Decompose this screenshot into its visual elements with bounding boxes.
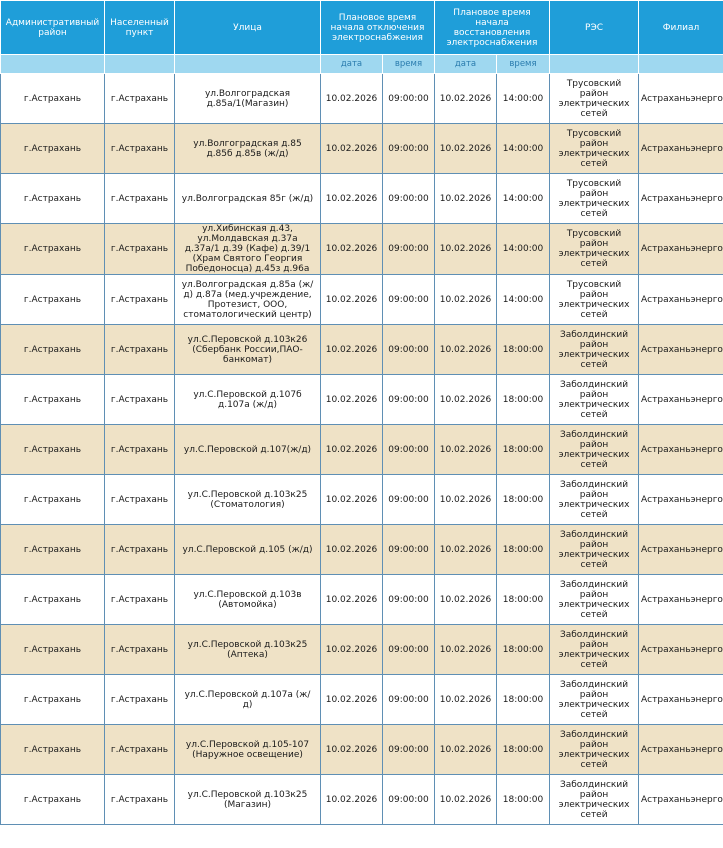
cell-res: Заболдинский район электрических сетей (550, 775, 639, 825)
col-header-res: РЭС (550, 1, 639, 55)
cell-branch: Астраханьэнерго (639, 725, 723, 775)
table-row (1, 575, 723, 625)
cell-res: Заболдинский район электрических сетей (550, 425, 639, 475)
cell-on-date: 10.02.2026 (435, 525, 497, 575)
cell-off-date: 10.02.2026 (321, 775, 383, 825)
cell-town: г.Астрахань (105, 625, 175, 675)
col-header-off-time: Плановое время начала отключения электроснабжения (321, 1, 435, 55)
cell-res: Заболдинский район электрических сетей (550, 375, 639, 425)
cell-street: ул.Волгоградская 85г (ж/д) (175, 174, 321, 224)
cell-res: Заболдинский район электрических сетей (550, 625, 639, 675)
cell-area: г.Астрахань (1, 325, 105, 375)
table-row (1, 725, 723, 775)
cell-off-time: 09:00:00 (383, 425, 435, 475)
cell-on-time: 14:00:00 (497, 124, 550, 174)
cell-area: г.Астрахань (1, 425, 105, 475)
cell-off-time: 09:00:00 (383, 725, 435, 775)
cell-branch: Астраханьэнерго (639, 375, 723, 425)
cell-area: г.Астрахань (1, 575, 105, 625)
cell-town: г.Астрахань (105, 575, 175, 625)
cell-branch: Астраханьэнерго (639, 124, 723, 174)
cell-town: г.Астрахань (105, 725, 175, 775)
cell-street: ул.С.Перовской д.103в (Автомойка) (175, 575, 321, 625)
table-row (1, 325, 723, 375)
cell-town: г.Астрахань (105, 174, 175, 224)
table-row (1, 275, 723, 325)
cell-on-time: 14:00:00 (497, 224, 550, 275)
cell-on-date: 10.02.2026 (435, 425, 497, 475)
table-row (1, 675, 723, 725)
cell-area: г.Астрахань (1, 275, 105, 325)
cell-on-time: 14:00:00 (497, 275, 550, 325)
table-row (1, 475, 723, 525)
cell-area: г.Астрахань (1, 625, 105, 675)
cell-area: г.Астрахань (1, 74, 105, 124)
cell-area: г.Астрахань (1, 224, 105, 275)
cell-branch: Астраханьэнерго (639, 275, 723, 325)
cell-town: г.Астрахань (105, 325, 175, 375)
subheader-row (1, 55, 723, 74)
cell-street: ул.С.Перовской д.103к26 (Сбербанк России,ПАО-банкомат) (175, 325, 321, 375)
cell-on-date: 10.02.2026 (435, 325, 497, 375)
col-header-admin-area: Административный район (1, 1, 105, 55)
cell-on-date: 10.02.2026 (435, 725, 497, 775)
cell-res: Заболдинский район электрических сетей (550, 575, 639, 625)
cell-off-date: 10.02.2026 (321, 275, 383, 325)
cell-res: Трусовский район электрических сетей (550, 74, 639, 124)
cell-branch: Астраханьэнерго (639, 425, 723, 475)
cell-off-date: 10.02.2026 (321, 675, 383, 725)
cell-area: г.Астрахань (1, 725, 105, 775)
cell-street: ул.Хибинская д.43, ул.Молдавская д.37а д.37а/1 д.39 (Кафе) д.39/1 (Храм Святого Георгия Победоносца) д.45з д.96а (175, 224, 321, 275)
col-header-branch: Филиал (639, 1, 723, 55)
table-row (1, 775, 723, 825)
cell-area: г.Астрахань (1, 525, 105, 575)
cell-off-date: 10.02.2026 (321, 375, 383, 425)
cell-branch: Астраханьэнерго (639, 224, 723, 275)
cell-on-time: 18:00:00 (497, 775, 550, 825)
cell-branch: Астраханьэнерго (639, 525, 723, 575)
cell-off-time: 09:00:00 (383, 375, 435, 425)
cell-off-date: 10.02.2026 (321, 124, 383, 174)
cell-off-time: 09:00:00 (383, 174, 435, 224)
cell-off-date: 10.02.2026 (321, 525, 383, 575)
cell-branch: Астраханьэнерго (639, 325, 723, 375)
cell-off-date: 10.02.2026 (321, 224, 383, 275)
cell-on-date: 10.02.2026 (435, 124, 497, 174)
cell-street: ул.Волгоградская д.85а/1(Магазин) (175, 74, 321, 124)
cell-off-time: 09:00:00 (383, 525, 435, 575)
table-row (1, 625, 723, 675)
cell-street: ул.С.Перовской д.107б д.107а (ж/д) (175, 375, 321, 425)
cell-street: ул.С.Перовской д.107а (ж/д) (175, 675, 321, 725)
cell-res: Трусовский район электрических сетей (550, 275, 639, 325)
cell-town: г.Астрахань (105, 124, 175, 174)
cell-street: ул.Волгоградская д.85а (ж/д) д.87а (мед.учреждение, Протезист, ООО, стоматологический центр) (175, 275, 321, 325)
cell-off-date: 10.02.2026 (321, 74, 383, 124)
cell-area: г.Астрахань (1, 174, 105, 224)
cell-res: Трусовский район электрических сетей (550, 124, 639, 174)
cell-on-time: 14:00:00 (497, 174, 550, 224)
cell-on-date: 10.02.2026 (435, 575, 497, 625)
cell-town: г.Астрахань (105, 375, 175, 425)
subheader-off-date: дата (321, 55, 383, 74)
cell-on-date: 10.02.2026 (435, 375, 497, 425)
cell-area: г.Астрахань (1, 124, 105, 174)
col-header-settlement: Населенный пункт (105, 1, 175, 55)
cell-on-date: 10.02.2026 (435, 475, 497, 525)
cell-off-date: 10.02.2026 (321, 475, 383, 525)
cell-off-date: 10.02.2026 (321, 575, 383, 625)
cell-off-time: 09:00:00 (383, 675, 435, 725)
subheader-empty (639, 55, 723, 74)
cell-off-time: 09:00:00 (383, 625, 435, 675)
cell-res: Трусовский район электрических сетей (550, 174, 639, 224)
cell-off-time: 09:00:00 (383, 74, 435, 124)
cell-town: г.Астрахань (105, 275, 175, 325)
cell-town: г.Астрахань (105, 74, 175, 124)
cell-on-time: 18:00:00 (497, 725, 550, 775)
cell-town: г.Астрахань (105, 525, 175, 575)
cell-area: г.Астрахань (1, 775, 105, 825)
cell-area: г.Астрахань (1, 375, 105, 425)
cell-res: Трусовский район электрических сетей (550, 224, 639, 275)
table-row (1, 74, 723, 124)
cell-on-date: 10.02.2026 (435, 675, 497, 725)
cell-off-time: 09:00:00 (383, 275, 435, 325)
cell-on-time: 18:00:00 (497, 525, 550, 575)
cell-street: ул.С.Перовской д.103к25 (Аптека) (175, 625, 321, 675)
cell-off-date: 10.02.2026 (321, 325, 383, 375)
cell-branch: Астраханьэнерго (639, 625, 723, 675)
cell-on-date: 10.02.2026 (435, 625, 497, 675)
cell-town: г.Астрахань (105, 224, 175, 275)
header-row (1, 1, 723, 55)
cell-on-date: 10.02.2026 (435, 74, 497, 124)
cell-off-time: 09:00:00 (383, 575, 435, 625)
cell-off-time: 09:00:00 (383, 124, 435, 174)
cell-on-time: 14:00:00 (497, 74, 550, 124)
subheader-off-time: время (383, 55, 435, 74)
table-row (1, 174, 723, 224)
cell-res: Заболдинский район электрических сетей (550, 675, 639, 725)
cell-off-time: 09:00:00 (383, 325, 435, 375)
subheader-empty (550, 55, 639, 74)
table-row (1, 425, 723, 475)
table-row (1, 124, 723, 174)
cell-on-date: 10.02.2026 (435, 775, 497, 825)
cell-on-time: 18:00:00 (497, 375, 550, 425)
subheader-empty (105, 55, 175, 74)
cell-on-time: 18:00:00 (497, 425, 550, 475)
cell-branch: Астраханьэнерго (639, 675, 723, 725)
cell-branch: Астраханьэнерго (639, 174, 723, 224)
cell-street: ул.Волгоградская д.85 д.85б д.85в (ж/д) (175, 124, 321, 174)
cell-off-time: 09:00:00 (383, 475, 435, 525)
cell-on-time: 18:00:00 (497, 325, 550, 375)
cell-on-date: 10.02.2026 (435, 224, 497, 275)
cell-on-date: 10.02.2026 (435, 174, 497, 224)
cell-off-time: 09:00:00 (383, 775, 435, 825)
cell-on-time: 18:00:00 (497, 575, 550, 625)
cell-res: Заболдинский район электрических сетей (550, 525, 639, 575)
table-row (1, 375, 723, 425)
cell-on-time: 18:00:00 (497, 475, 550, 525)
cell-res: Заболдинский район электрических сетей (550, 475, 639, 525)
subheader-empty (1, 55, 105, 74)
table-row (1, 525, 723, 575)
cell-street: ул.С.Перовской д.105 (ж/д) (175, 525, 321, 575)
cell-off-date: 10.02.2026 (321, 425, 383, 475)
cell-area: г.Астрахань (1, 675, 105, 725)
cell-off-date: 10.02.2026 (321, 625, 383, 675)
cell-branch: Астраханьэнерго (639, 74, 723, 124)
cell-branch: Астраханьэнерго (639, 775, 723, 825)
cell-street: ул.С.Перовской д.103к25 (Магазин) (175, 775, 321, 825)
cell-res: Заболдинский район электрических сетей (550, 725, 639, 775)
cell-on-time: 18:00:00 (497, 625, 550, 675)
cell-street: ул.С.Перовской д.107(ж/д) (175, 425, 321, 475)
cell-off-date: 10.02.2026 (321, 725, 383, 775)
cell-town: г.Астрахань (105, 425, 175, 475)
subheader-on-date: дата (435, 55, 497, 74)
cell-area: г.Астрахань (1, 475, 105, 525)
cell-branch: Астраханьэнерго (639, 575, 723, 625)
cell-on-date: 10.02.2026 (435, 275, 497, 325)
cell-off-date: 10.02.2026 (321, 174, 383, 224)
cell-town: г.Астрахань (105, 675, 175, 725)
col-header-street: Улица (175, 1, 321, 55)
table-row (1, 224, 723, 275)
cell-on-time: 18:00:00 (497, 675, 550, 725)
cell-off-time: 09:00:00 (383, 224, 435, 275)
cell-street: ул.С.Перовской д.105-107 (Наружное освещение) (175, 725, 321, 775)
cell-branch: Астраханьэнерго (639, 475, 723, 525)
cell-town: г.Астрахань (105, 475, 175, 525)
subheader-on-time: время (497, 55, 550, 74)
col-header-restore-time: Плановое время начала восстановления электроснабжения (435, 1, 550, 55)
cell-town: г.Астрахань (105, 775, 175, 825)
subheader-empty (175, 55, 321, 74)
cell-res: Заболдинский район электрических сетей (550, 325, 639, 375)
cell-street: ул.С.Перовской д.103к25 (Стоматология) (175, 475, 321, 525)
